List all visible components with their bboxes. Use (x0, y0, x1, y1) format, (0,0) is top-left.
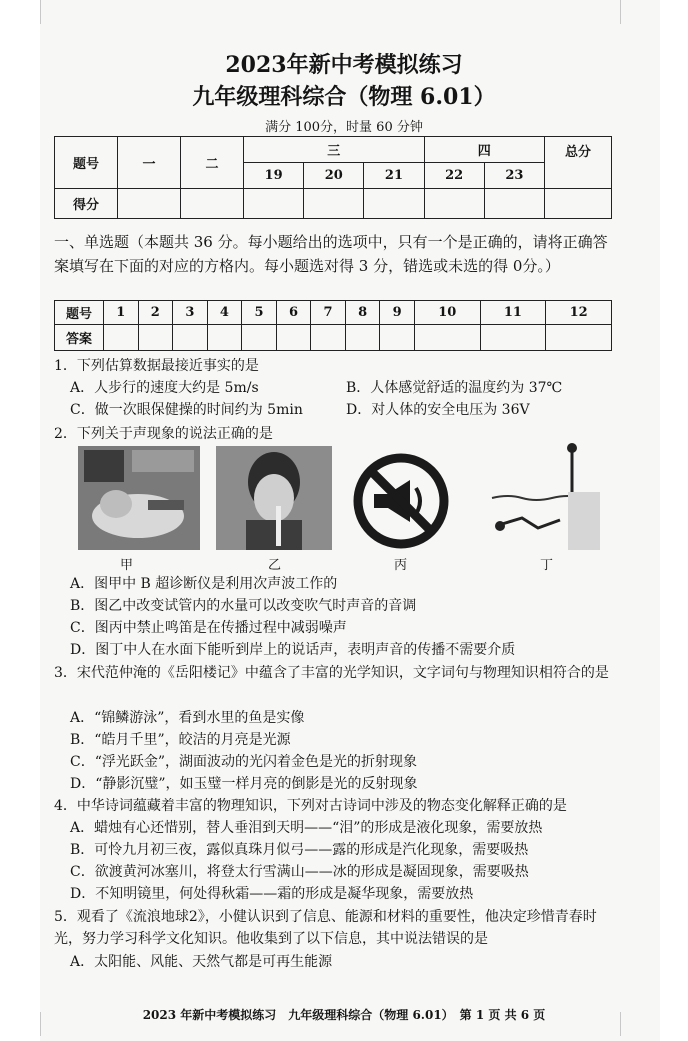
score-col-3: 三 (244, 137, 425, 163)
q2-stem: 2．下列关于声现象的说法正确的是 (54, 426, 273, 442)
score-col-total: 总分 (545, 137, 612, 189)
answer-cell (173, 325, 208, 351)
q1-stem: 1．下列估算数据最接近事实的是 (54, 358, 259, 374)
test-tube-photo (216, 446, 332, 550)
q3-option-c: C．“浮光跃金”，湖面波动的光闪着金色是光的折射现象 (70, 754, 418, 770)
answer-cell (414, 325, 480, 351)
exam-meta: 满分 100分，时量 60 分钟 (265, 120, 423, 135)
caption-jia: 甲 (120, 558, 134, 573)
answer-cell (138, 325, 173, 351)
ultrasound-photo (78, 446, 200, 550)
answer-number: 3 (173, 301, 208, 325)
q4-option-d: D．不知明镜里，何处得秋霜——霜的形成是凝华现象，需要放热 (70, 886, 474, 902)
score-sub-19: 19 (244, 163, 304, 189)
answer-number: 7 (311, 301, 346, 325)
answer-number: 1 (104, 301, 139, 325)
answer-number: 12 (546, 301, 612, 325)
no-honking-sign-icon (352, 452, 450, 550)
score-sub-21: 21 (364, 163, 424, 189)
score-col-2: 二 (181, 137, 244, 189)
answer-row-label: 题号 (55, 301, 104, 325)
q2-option-d: D．图丁中人在水面下能听到岸上的说话声，表明声音的传播不需要介质 (70, 642, 516, 658)
score-cell (424, 189, 484, 219)
q2-option-b: B．图乙中改变试管内的水量可以改变吹气时声音的音调 (70, 598, 417, 614)
answer-number: 9 (380, 301, 415, 325)
q1-option-a: A．人步行的速度大约是 5m/s (70, 380, 259, 396)
answer-number: 4 (207, 301, 242, 325)
q5-stem: 5．观看了《流浪地球2》，小健认识到了信息、能源和材料的重要性，他决定珍惜青春时光，努力学习科学文化知识。他收集到了以下信息，其中说法错误的是 (54, 909, 597, 947)
score-col-1: 一 (118, 137, 181, 189)
caption-yi: 乙 (268, 558, 282, 573)
q3-option-b: B．“皓月千里”，皎洁的月亮是光源 (70, 732, 291, 748)
q1-option-d: D．对人体的安全电压为 36V (346, 402, 530, 418)
q1-option-c: C．做一次眼保健操的时间约为 5min (70, 402, 303, 418)
page-footer: 2023 年新中考模拟练习 九年级理科综合（物理 6.01） 第 1 页 共 6 页 (142, 1008, 546, 1022)
q4-option-c: C．欲渡黄河冰塞川，将登太行雪满山——冰的形成是凝固现象，需要吸热 (70, 864, 529, 880)
q5-option-a: A．太阳能、风能、天然气都是可再生能源 (70, 954, 333, 970)
q1-option-b: B．人体感觉舒适的温度约为 37℃ (346, 380, 563, 396)
answer-cell (207, 325, 242, 351)
answer-cell (380, 325, 415, 351)
score-cell (364, 189, 424, 219)
answer-cell (480, 325, 546, 351)
score-cell (304, 189, 364, 219)
answer-cell (276, 325, 311, 351)
score-sub-23: 23 (484, 163, 544, 189)
swimmer-drawing (488, 440, 600, 552)
answer-number: 2 (138, 301, 173, 325)
section-1-heading: 一、单选题（本题共 36 分。每小题给出的选项中，只有一个是正确的，请将正确答案填写在下面的对应的方格内。每小题选对得 3 分，错选或未选的得 0分。） (54, 233, 608, 275)
q4-option-b: B．可怜九月初三夜，露似真珠月似弓——露的形成是汽化现象，需要吸热 (70, 842, 529, 858)
exam-subtitle: 九年级理科综合（物理 6.01） (192, 84, 496, 110)
crop-mark (620, 0, 621, 24)
q3-option-d: D．“静影沉璧”，如玉璧一样月亮的倒影是光的反射现象 (70, 776, 418, 792)
score-sub-20: 20 (304, 163, 364, 189)
answer-cell (104, 325, 139, 351)
answer-number: 8 (345, 301, 380, 325)
answer-cell (242, 325, 277, 351)
q3-option-a: A．“锦鳞游泳”，看到水里的鱼是实像 (70, 710, 305, 726)
q3-stem: 3．宋代范仲淹的《岳阳楼记》中蕴含了丰富的光学知识，文字词句与物理知识相符合的是 (54, 665, 609, 681)
q4-option-a: A．蜡烛有心还惜别，替人垂泪到天明——“泪”的形成是液化现象，需要放热 (70, 820, 543, 836)
answer-table (54, 300, 612, 351)
score-row-label: 题号 (55, 137, 118, 189)
q2-option-c: C．图丙中禁止鸣笛是在传播过程中减弱噪声 (70, 620, 347, 636)
score-cell (484, 189, 544, 219)
score-col-4: 四 (424, 137, 544, 163)
score-cell (244, 189, 304, 219)
score-table (54, 136, 612, 219)
exam-title: 2023年新中考模拟练习 (225, 52, 463, 78)
score-cell (545, 189, 612, 219)
answer-row-label: 答案 (55, 325, 104, 351)
caption-bing: 丙 (394, 558, 408, 573)
score-row-label: 得分 (55, 189, 118, 219)
answer-number: 11 (480, 301, 546, 325)
score-sub-22: 22 (424, 163, 484, 189)
caption-ding: 丁 (540, 558, 554, 573)
answer-number: 6 (276, 301, 311, 325)
crop-mark (40, 0, 41, 24)
q2-option-a: A．图甲中 B 超诊断仪是利用次声波工作的 (70, 576, 338, 592)
answer-cell (345, 325, 380, 351)
score-cell (181, 189, 244, 219)
answer-number: 10 (414, 301, 480, 325)
answer-cell (546, 325, 612, 351)
answer-number: 5 (242, 301, 277, 325)
answer-cell (311, 325, 346, 351)
score-cell (118, 189, 181, 219)
q4-stem: 4．中华诗词蕴藏着丰富的物理知识，下列对古诗词中涉及的物态变化解释正确的是 (54, 798, 567, 814)
